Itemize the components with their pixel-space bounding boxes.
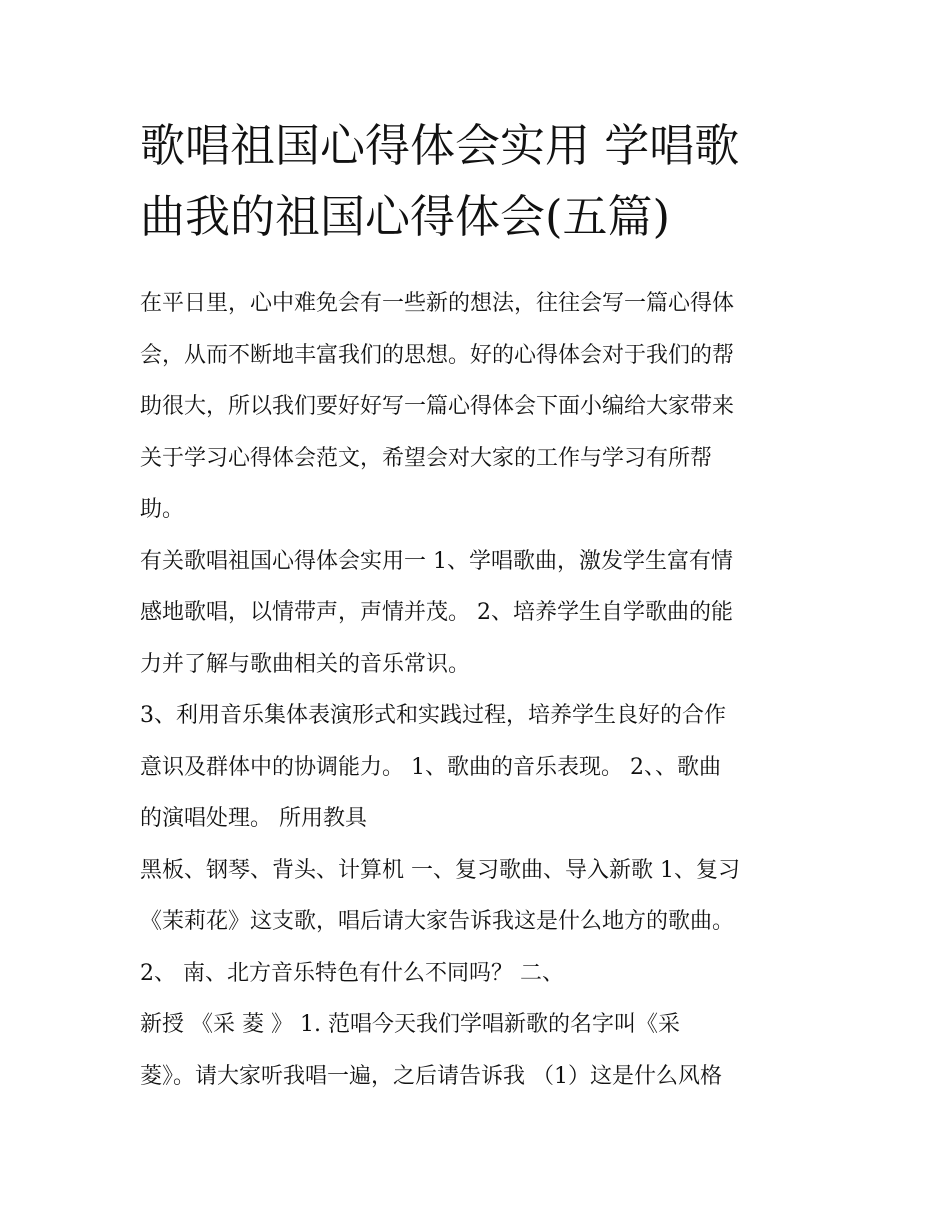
paragraph-line: 力并了解与歌曲相关的音乐常识。	[140, 651, 471, 677]
document-body	[140, 278, 830, 1102]
document-title	[140, 110, 820, 252]
title-line-2: 曲我的祖国心得体会(五篇)	[140, 190, 671, 243]
paragraph-key-points	[140, 690, 830, 845]
title-line-1: 歌唱祖国心得体会实用 学唱歌	[140, 119, 740, 172]
paragraph-line: 关于学习心得体会范文，希望会对大家的工作与学习有所帮	[140, 445, 713, 471]
paragraph-line: 3、利用音乐集体表演形式和实践过程，培养学生良好的合作	[140, 703, 726, 728]
paragraph-line: 2、 南、北方音乐特色有什么不同吗？ 二、	[140, 960, 564, 986]
paragraph-line: 的演唱处理。 所用教具	[140, 806, 367, 831]
paragraph-line: 黑板、钢琴、背头、计算机 一、复习歌曲、导入新歌 1、复习	[140, 857, 740, 883]
paragraph-line: 新授 《采 菱 》 1. 范唱今天我们学唱新歌的名字叫《采	[140, 1012, 680, 1037]
paragraph-line: 在平日里，心中难免会有一些新的想法，往往会写一篇心得体	[140, 291, 735, 316]
paragraph-line: 助很大，所以我们要好好写一篇心得体会下面小编给大家带来	[140, 394, 735, 419]
paragraph-goals	[140, 536, 830, 691]
paragraph-intro	[140, 278, 830, 536]
paragraph-line: 《茉莉花》这支歌，唱后请大家告诉我这是什么地方的歌曲。	[140, 909, 735, 934]
paragraph-line: 会，从而不断地丰富我们的思想。好的心得体会对于我们的帮	[140, 342, 735, 368]
paragraph-line: 感地歌唱，以情带声，声情并茂。 2、培养学生自学歌曲的能	[140, 600, 733, 625]
paragraph-line: 助。	[140, 497, 185, 522]
paragraph-line: 菱》。请大家听我唱一遍，之后请告诉我 （1）这是什么风格	[140, 1063, 722, 1089]
paragraph-line: 有关歌唱祖国心得体会实用一 1、学唱歌曲，激发学生富有情	[140, 548, 733, 574]
paragraph-review	[140, 845, 830, 1000]
paragraph-line: 意识及群体中的协调能力。 1、歌曲的音乐表现。 2、、歌曲	[140, 754, 721, 780]
paragraph-new-lesson	[140, 999, 830, 1102]
